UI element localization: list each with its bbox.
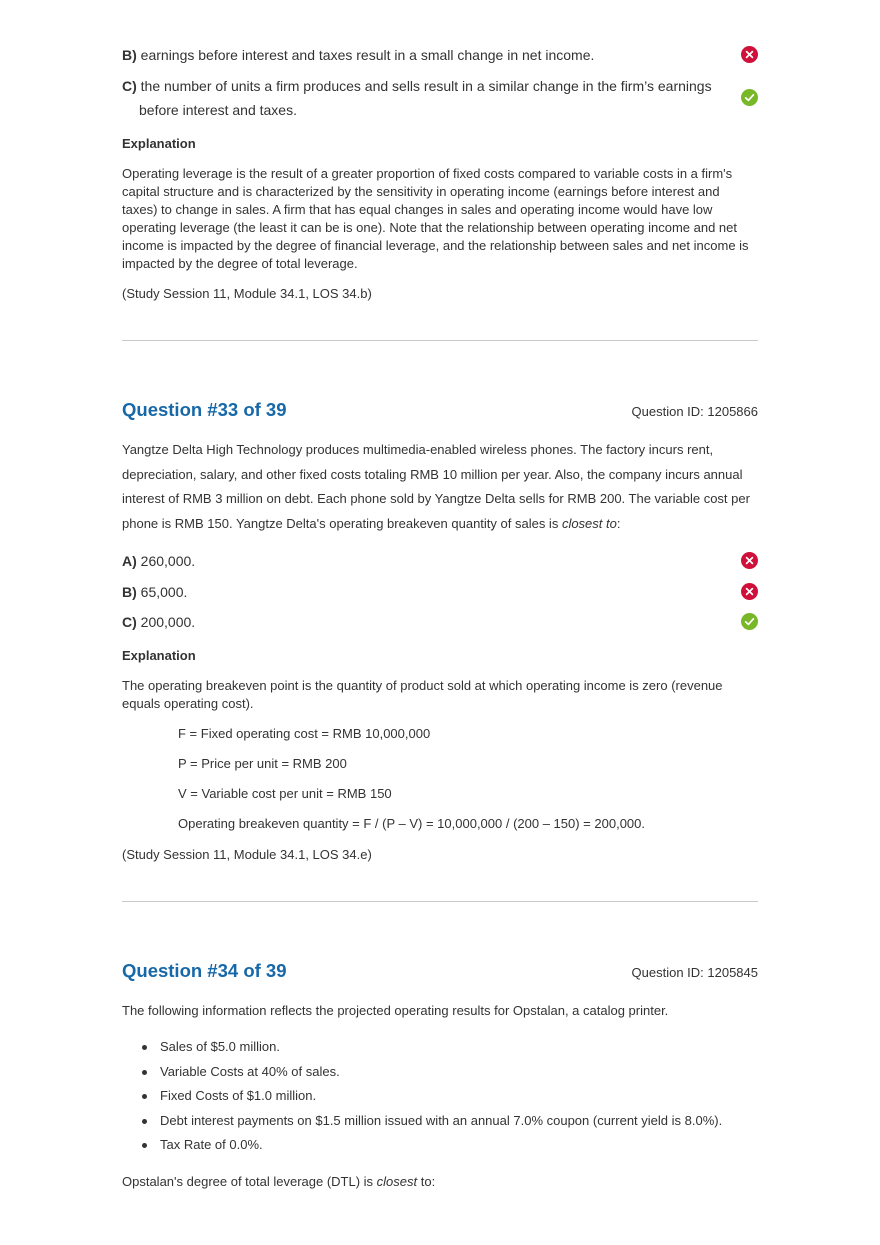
choice-letter: B) [122, 584, 137, 600]
list-item: Fixed Costs of $1.0 million. [140, 1084, 722, 1109]
divider [122, 340, 758, 341]
check-circle-icon [741, 613, 758, 630]
stem-text: Opstalan's degree of total leverage (DTL) is [122, 1174, 377, 1189]
choice-a [122, 549, 758, 573]
x-circle-icon [741, 46, 758, 63]
list-item: Tax Rate of 0.0%. [140, 1133, 722, 1158]
choice-letter: C) [122, 614, 137, 630]
stem-emphasis: closest [376, 1174, 418, 1189]
choice-b [122, 580, 758, 604]
explanation-heading: Explanation [122, 136, 196, 151]
question-intro: The following information reflects the projected operating results for Opstalan, a catalog printer. [122, 1003, 669, 1018]
list-item: Debt interest payments on $1.5 million issued with an annual 7.0% coupon (current yield is 8.0%). [140, 1109, 722, 1134]
x-circle-icon [741, 552, 758, 569]
list-item: Sales of $5.0 million. [140, 1035, 722, 1060]
choice-b [122, 43, 758, 67]
choice-letter: B) [122, 47, 137, 63]
choice-text: earnings before interest and taxes result in a small change in net income. [140, 47, 595, 63]
choice-c [122, 610, 758, 634]
study-reference: (Study Session 11, Module 34.1, LOS 34.b) [122, 286, 372, 301]
question-id: Question ID: 1205866 [631, 404, 758, 419]
question-stem [122, 1173, 758, 1191]
stem-end: to: [417, 1174, 436, 1189]
question-id: Question ID: 1205845 [631, 965, 758, 980]
formula-line: V = Variable cost per unit = RMB 150 [178, 786, 392, 801]
formula-line: F = Fixed operating cost = RMB 10,000,000 [178, 726, 431, 741]
stem-text: Yangtze Delta High Technology produces multimedia-enabled wireless phones. The factory incurs rent, depreciation, salary, and other fixed costs totaling RMB 10 million per year. Also, the company incurs annual interest of RMB 3 million on debt. Each phone sold by Yangtze Delta sells for RMB 200. The variable cost per phone is RMB 150. Yangtze Delta's operating breakeven quantity of sales is [122, 442, 750, 531]
choice-c [122, 74, 758, 122]
question-title: Question #33 of 39 [122, 399, 287, 420]
choice-letter: C) [122, 78, 137, 94]
explanation-heading: Explanation [122, 648, 196, 663]
explanation-text: The operating breakeven point is the quantity of product sold at which operating income is zero (revenue equals operating cost). [122, 678, 723, 711]
study-reference: (Study Session 11, Module 34.1, LOS 34.e) [122, 847, 372, 862]
explanation-text: Operating leverage is the result of a greater proportion of fixed costs compared to variable costs in a firm's capital structure and is characterized by the sensitivity in operating income (earnings before interest and taxes) to change in sales. A firm that has equal changes in sales and operating income would have low operating leverage (the least it can be is one). Note that the relationship between operating income and net income is impacted by the degree of financial leverage, and the relationship between sales and net income is impacted by the degree of total leverage. [122, 166, 749, 271]
formula-line: Operating breakeven quantity = F / (P – V) = 10,000,000 / (200 – 150) = 200,000. [178, 816, 645, 831]
check-circle-icon [741, 89, 758, 106]
choice-letter: A) [122, 553, 137, 569]
question-stem [122, 438, 758, 536]
choice-text: 200,000. [140, 614, 196, 630]
stem-end: : [616, 515, 621, 531]
choice-text: 65,000. [140, 584, 188, 600]
divider [122, 901, 758, 902]
info-list [140, 1035, 722, 1158]
stem-emphasis: closest to [561, 515, 617, 531]
question-title: Question #34 of 39 [122, 960, 287, 981]
choice-text: the number of units a firm produces and sells result in a similar change in the firm’s earnings before interest and taxes. [139, 78, 712, 118]
formula-line: P = Price per unit = RMB 200 [178, 756, 347, 771]
choice-text: 260,000. [140, 553, 196, 569]
x-circle-icon [741, 583, 758, 600]
list-item: Variable Costs at 40% of sales. [140, 1060, 722, 1085]
